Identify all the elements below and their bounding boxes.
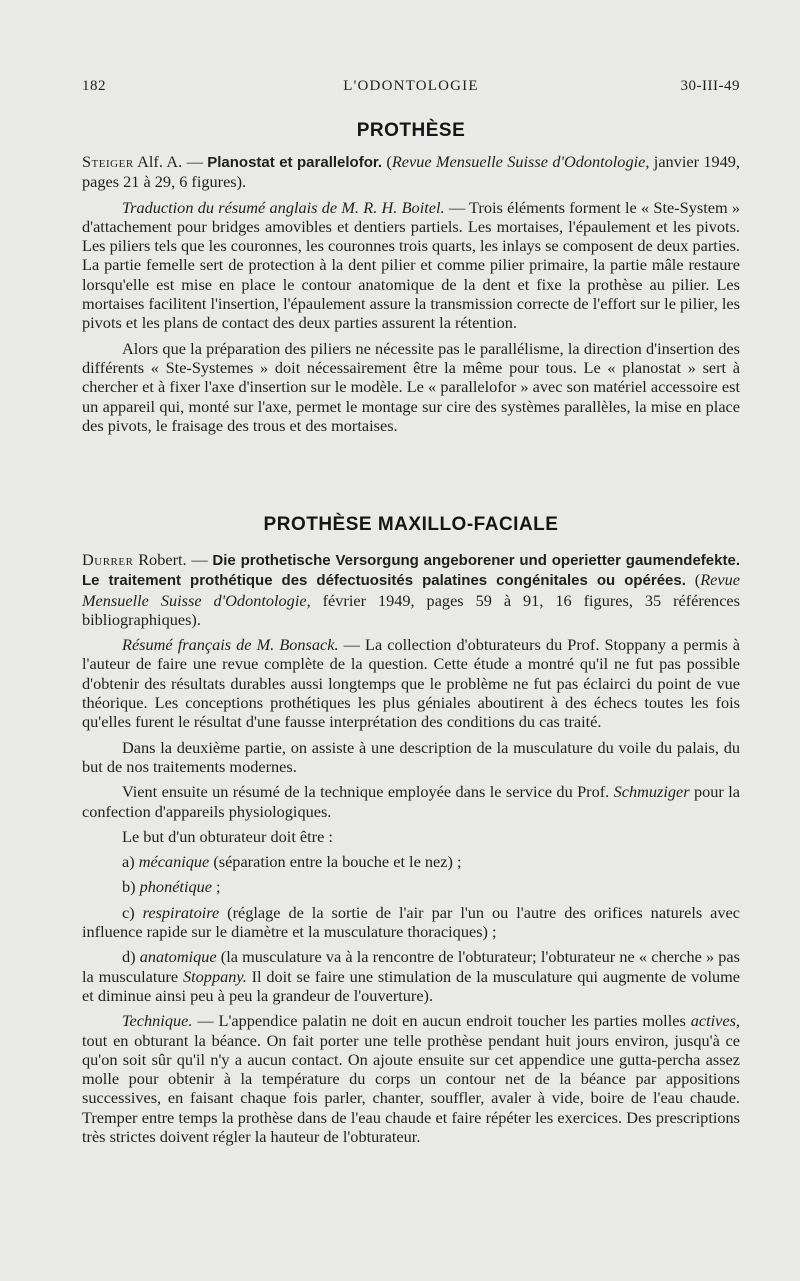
- technique-lead: Technique.: [122, 1011, 193, 1031]
- ref-title: Planostat et parallelofor.: [207, 154, 383, 171]
- journal-title: L'ODONTOLOGIE: [343, 78, 479, 94]
- abstract-text: — La collection d'obturateurs du Prof. Stoppany a permis à l'auteur de faire une revue complète de la question. Cette étude a montré qu'il ne fut pas possible d'obtenir des résultats durables aussi longtemps que le problème ne fut pas éclairci du point de vue théorique. Les conceptions prothétiques les plus géniales aboutirent à des échecs toutes les fois qu'elles furent le résultat d'une fausse interprétation des conditions du cas traité.: [82, 635, 740, 732]
- running-header: [82, 78, 740, 100]
- page-number: 182: [82, 78, 106, 94]
- section-heading-prothese: PROTHÈSE: [356, 120, 466, 141]
- abstract-lead: Résumé français de M. Bonsack.: [122, 635, 339, 655]
- ref-paren: (: [382, 152, 392, 171]
- ref-author-rest: Alf. A. —: [133, 152, 208, 171]
- person-name: Stoppany.: [183, 966, 247, 986]
- list-item-c: c) respiratoire (réglage de la sortie de l'air par l'un ou l'autre des orifices naturels avec influence rapide sur le diamètre et la musculature thoraciques) ;: [82, 902, 740, 942]
- abstract-paragraph-2: Alors que la préparation des piliers ne nécessite pas le parallélisme, la direction d'insertion des différents « Ste-Systemes » doit nécessairement être la même pour tous. Le « planostat » sert à chercher et à fixer l'axe d'insertion sur le modèle. Le « parallelofor » avec son matériel accessoire est un appareil qui, monté sur l'axe, permet le montage sur cire des systèmes parallèles, la mise en place des pivots, le fraisage des trous et des mortaises.: [82, 338, 740, 435]
- list-item-b: b) phonétique ;: [122, 877, 221, 897]
- abstract-paragraph: [82, 635, 740, 731]
- ref-title: Die prothetische Versorgung angeborener und operietter gaumendefekte. Le traitement prothétique des défectuosités palatines congénitales ou opérées.: [82, 552, 740, 590]
- issue-date: 30-III-49: [680, 78, 740, 94]
- section-heading-maxillo-faciale: PROTHÈSE MAXILLO-FACIALE: [263, 514, 559, 535]
- technique-paragraph: Technique. — L'appendice palatin ne doit en aucun endroit toucher les parties molles actives, tout en obturant la béance. On fait porter une telle prothèse pendant huit jours environ, jusqu'à ce qu'on soit sûr qu'il n'y a aucun contact. On ajoute ensuite sur cet appendice une gutta-percha assez molle pour obtenir à la température du corps un contour net de la béance par appositions successives, en faisant chaque fois parler, chanter, souffler, avaler à vide, boire de l'eau chaude. Tremper entre temps la prothèse dans de l'eau chaude et faire répéter les exercices. Des prescriptions très strictes doivent régler la hauteur de l'obturateur.: [82, 1011, 740, 1147]
- bibliographic-reference: [82, 550, 740, 629]
- abstract-paragraph-3: Vient ensuite un résumé de la technique employée dans le service du Prof. Schmuziger pour la confection d'appareils physiologiques.: [82, 782, 740, 821]
- list-item-a: a) mécanique (séparation entre la bouche et le nez) ;: [122, 852, 462, 872]
- section-body-prothese: [82, 152, 740, 441]
- ref-journal: Revue Mensuelle Suisse d'Odontologie,: [391, 152, 650, 171]
- abstract-lead: Traduction du résumé anglais de M. R. H. Boitel.: [122, 197, 445, 217]
- bibliographic-reference: [82, 152, 740, 192]
- ref-source-details: février 1949, pages 59 à 91, 16 figures, 35 références bibliographiques).: [82, 590, 740, 629]
- abstract-paragraph-2: Dans la deuxième partie, on assiste à une description de la musculature du voile du palais, du but de nos traitements modernes.: [82, 737, 740, 776]
- ref-paren: (: [685, 570, 701, 590]
- ref-author-surname: Durrer: [82, 550, 134, 569]
- ref-author-surname: Steiger: [82, 152, 134, 171]
- section-body-maxillo-faciale: [82, 550, 740, 1152]
- ref-journal: Revue Mensuelle Suisse d'Odontologie,: [82, 570, 740, 610]
- ref-source-details: janvier 1949, pages 21 à 29, 6 figures).: [82, 152, 740, 192]
- abstract-paragraph: [82, 198, 740, 333]
- abstract-text: — Trois éléments forment le « Ste-System » d'attachement pour bridges amovibles et dentiers partiels. Les mortaises, l'épaulement et les pivots. Les piliers tels que les couronnes, les couronnes trois quarts, les inlays se composent de deux parties. La partie femelle sert de protection à la dent pilier et comme pilier primaire, la partie mâle restaure lorsqu'elle est mise en place le contour anatomique de la dent et fixe la prothèse au pilier. Les mortaises facilitent l'insertion, l'épaulement assure la transmission correcte de l'effort sur le pilier, les pivots et les plans de contact des deux parties assurent la rétention.: [82, 197, 740, 333]
- person-name: Schmuziger: [613, 782, 690, 802]
- list-item-d: d) anatomique (la musculature va à la rencontre de l'obturateur; l'obturateur ne « cherche » pas la musculature Stoppany. Il doit se faire une stimulation de la musculature qui augmente de volume et diminue ainsi peu à peu la grandeur de l'ouverture).: [82, 947, 741, 1005]
- ref-author-rest: Robert. —: [133, 550, 213, 569]
- abstract-paragraph-4: Le but d'un obturateur doit être :: [122, 826, 333, 846]
